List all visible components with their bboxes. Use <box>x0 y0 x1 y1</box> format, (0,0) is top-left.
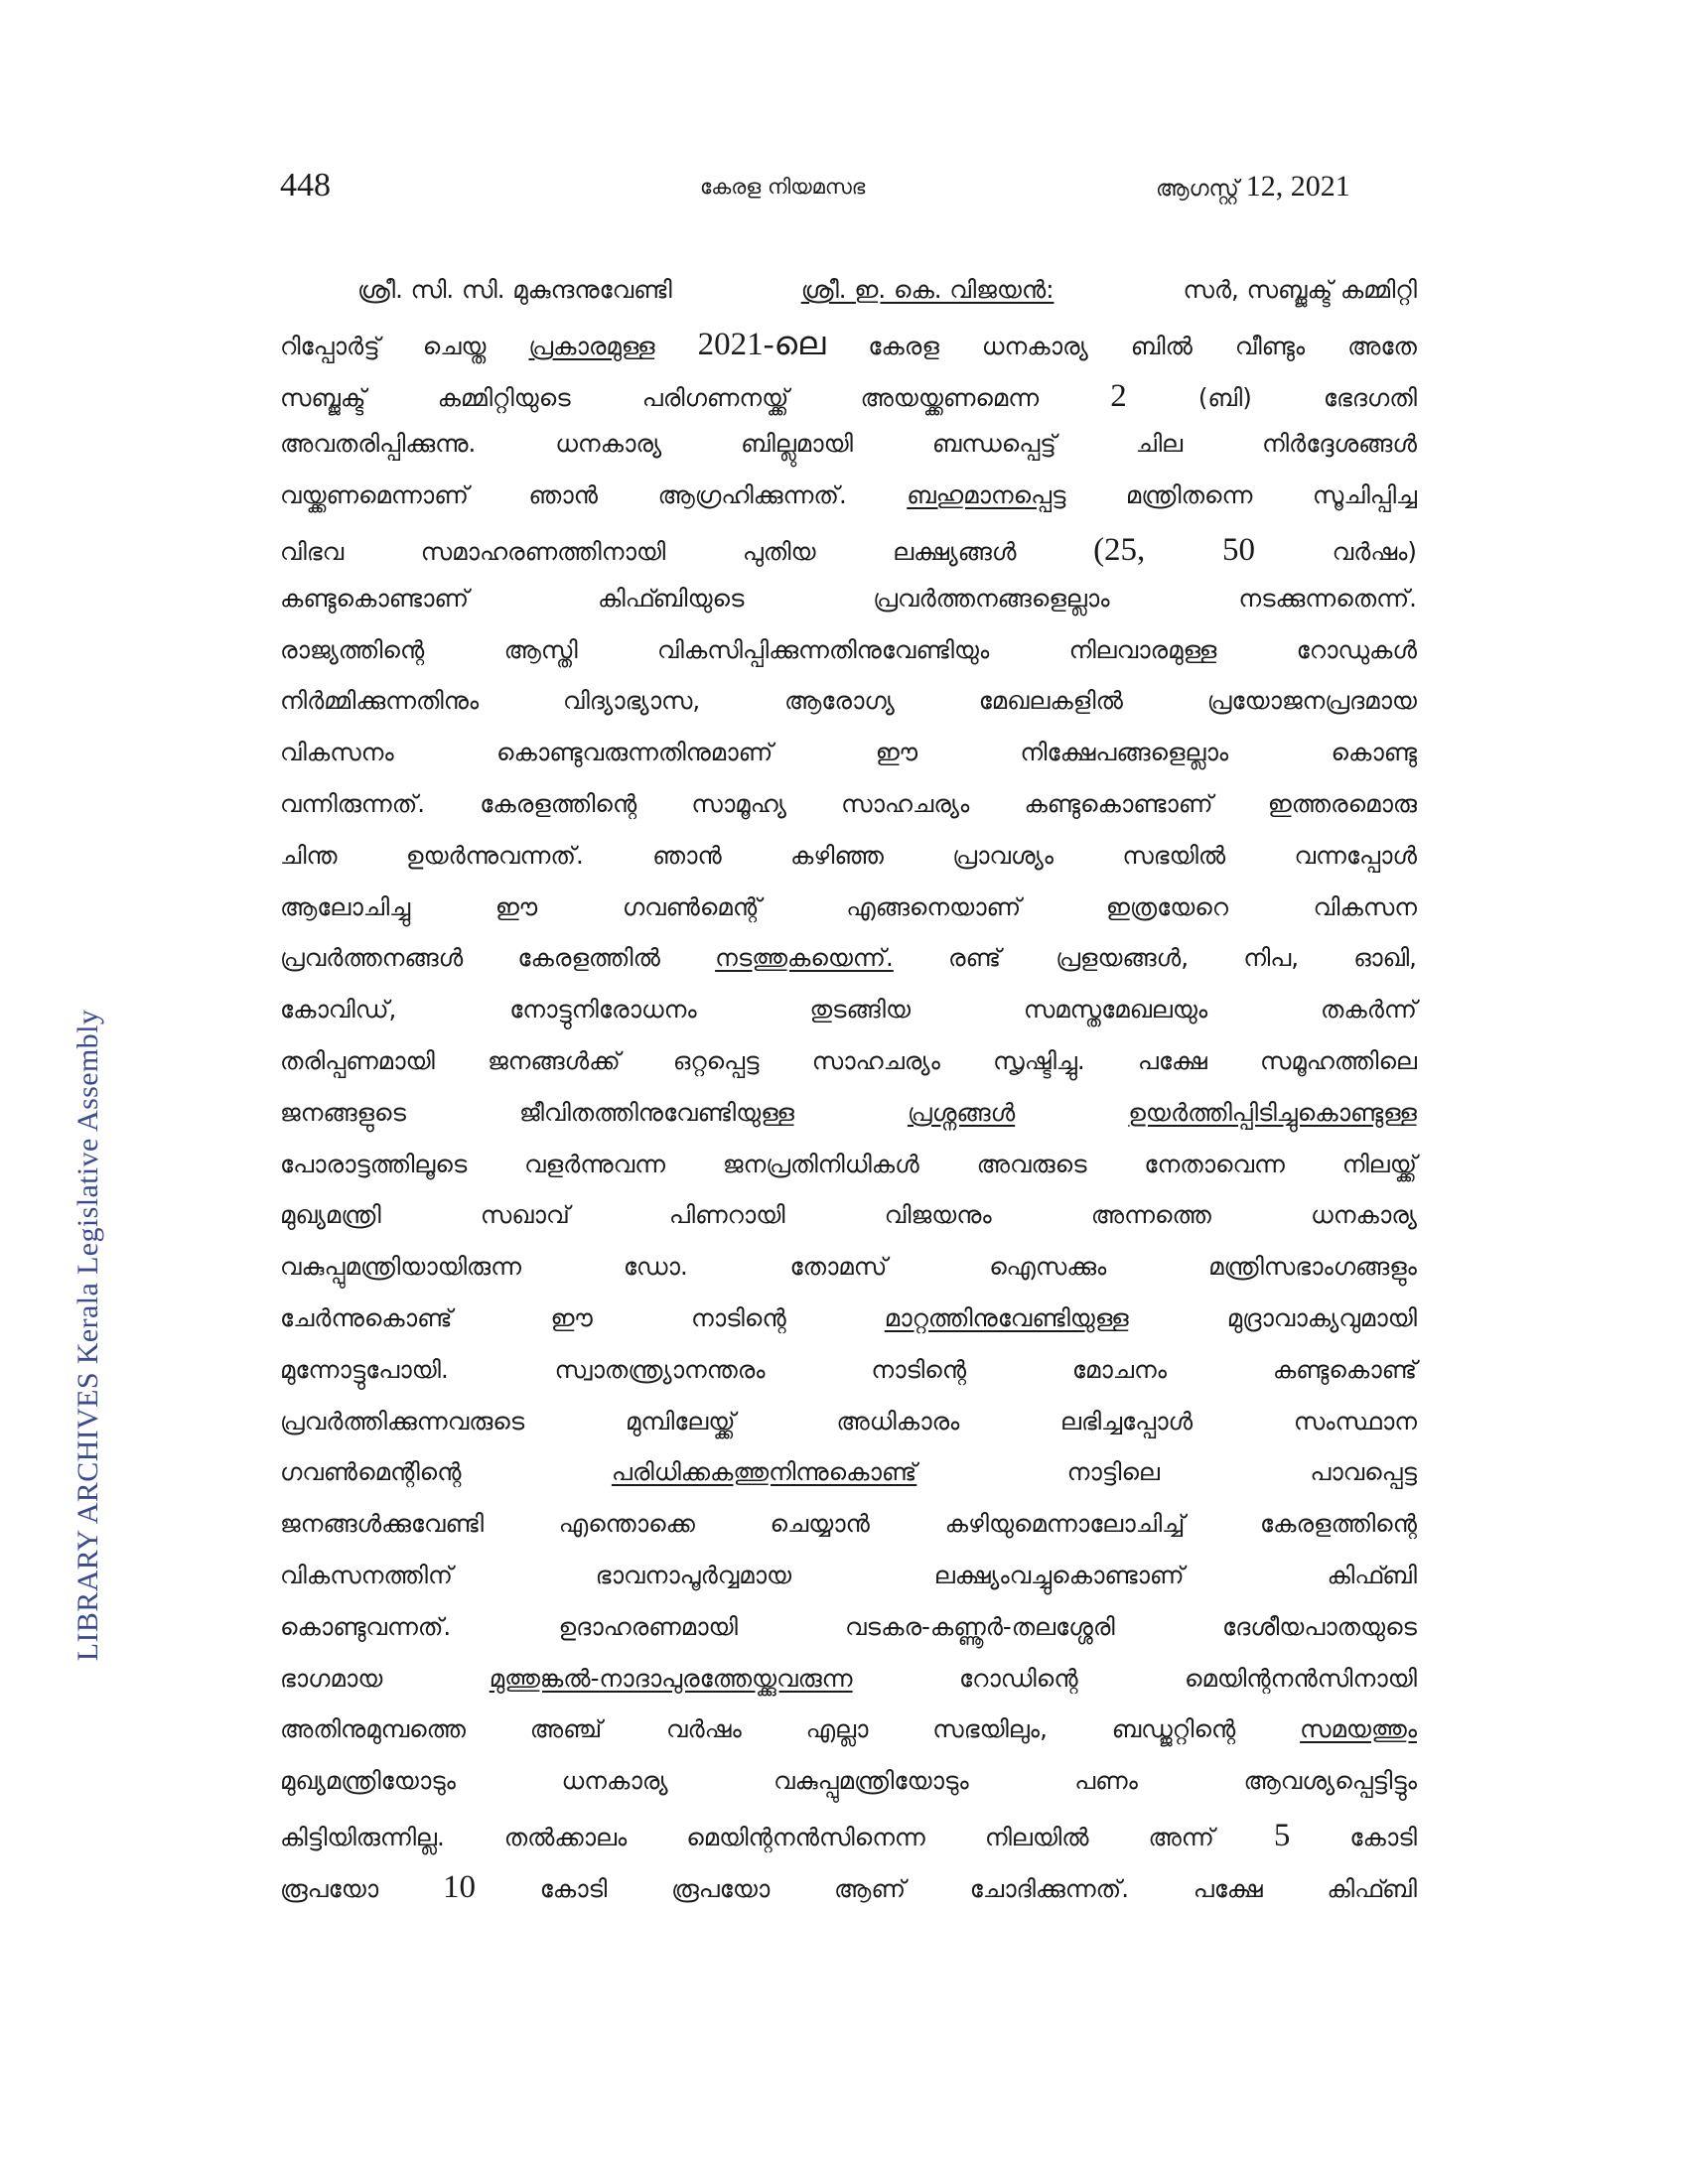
word: ജനങ്ങൾക്ക് <box>488 1045 621 1075</box>
word: വികസന <box>1313 891 1417 921</box>
word: സഭയിൽ <box>1122 840 1226 870</box>
word: ഭേദഗതി <box>1323 382 1417 412</box>
word: അവരുടെ <box>976 1149 1087 1178</box>
word: മന്ത്രിതന്നെ <box>1125 480 1253 510</box>
word: അതിനുമുമ്പത്തെ <box>280 1714 466 1744</box>
text-line <box>280 1561 1417 1612</box>
word: അവതരിപ്പിക്കുന്നു. <box>280 429 477 459</box>
word: 5 <box>1273 1817 1291 1853</box>
word: ഐസക്കും <box>989 1252 1107 1282</box>
text-line <box>280 892 1417 944</box>
text-line <box>280 1714 1417 1766</box>
word: മുദ്രാവാക്യവുമായി <box>1226 1302 1417 1332</box>
text-line <box>280 584 1417 635</box>
word: നിലയിൽ <box>984 1822 1089 1851</box>
word: വളർന്നുവന്ന <box>524 1149 666 1178</box>
date-month: ആഗസ്റ്റ് <box>1156 177 1239 202</box>
word: ആലോചിച്ചു <box>280 891 411 921</box>
word: കിഫ്ബിയുടെ <box>597 583 745 613</box>
word: സമാഹരണത്തിനായി <box>420 536 666 566</box>
word: പ്രവർത്തനങ്ങളെല്ലാം <box>873 583 1110 613</box>
word: സംസ്ഥാന <box>1293 1406 1417 1435</box>
word: സഖാവ് <box>480 1200 570 1230</box>
date-day-year: 12, 2021 <box>1245 170 1350 203</box>
word: തരിപ്പണമായി <box>280 1045 435 1075</box>
word: വന്നപ്പോൾ <box>1294 840 1417 870</box>
word: എന്തൊക്കെ <box>558 1509 695 1539</box>
word: നാട്ടിലെ <box>1066 1457 1160 1487</box>
word: ജീവിതത്തിനുവേണ്ടിയുള്ള <box>519 1097 794 1127</box>
word: പ്രവർത്തനങ്ങൾ <box>280 943 464 973</box>
word: അഞ്ച് <box>529 1714 603 1744</box>
text-line <box>280 841 1417 892</box>
word: നടക്കുന്നതെന്ന്. <box>1238 583 1417 613</box>
text-line <box>280 1664 1417 1715</box>
text-line <box>280 429 1417 480</box>
word: ധനകാര്യ <box>555 429 662 459</box>
word: സമയത്തും <box>1300 1714 1417 1744</box>
line-text: സർ, സബ്ജക്ട് കമ്മിറ്റി <box>1183 275 1417 304</box>
word: പ്രാവശ്യം <box>952 840 1055 870</box>
word: വീണ്ടും <box>1234 331 1306 360</box>
word: കേരളത്തിന്റെ <box>480 788 637 818</box>
word: വയ്ക്കണമെന്നാണ് <box>280 480 469 510</box>
word: സഭയിലും, <box>932 1714 1048 1744</box>
word: പക്ഷേ <box>1137 1045 1207 1075</box>
word: 2 <box>1110 377 1127 414</box>
word: പ്രവർത്തിക്കുന്നവരുടെ <box>280 1406 525 1435</box>
word: ഇത്രയേറെ <box>1105 891 1228 921</box>
word: നിർദ്ദേശങ്ങൾ <box>1261 429 1417 459</box>
word: നാടിന്റെ <box>871 1354 967 1384</box>
word: മെയിന്റനൻസിനായി <box>1185 1663 1417 1693</box>
text-line <box>280 738 1417 789</box>
word: ചേർന്നുകൊണ്ട് <box>280 1302 453 1332</box>
word: (ബി) <box>1197 382 1252 412</box>
word: നിക്ഷേപങ്ങളെല്ലാം <box>1020 738 1229 767</box>
word: 10 <box>442 1868 476 1905</box>
word: അന്നത്തെ <box>1090 1200 1211 1230</box>
text-line <box>280 1150 1417 1201</box>
text-line <box>280 1098 1417 1150</box>
word: പരിധിക്കകത്തുനിന്നുകൊണ്ട് <box>611 1457 917 1487</box>
word: ഈ <box>494 891 538 921</box>
word: പുതിയ <box>742 536 816 566</box>
word: ചിന്ത <box>280 840 338 870</box>
word: ബില്ലുമായി <box>741 429 853 459</box>
word: വകുപ്പുമന്ത്രിയായിരുന്ന <box>280 1252 522 1282</box>
word: ധനകാര്യ <box>561 1766 668 1796</box>
word: വിഭവ <box>280 536 345 566</box>
word: കേരള <box>868 331 939 360</box>
word: നേതാവെന്ന <box>1144 1149 1285 1178</box>
word: എങ്ങനെയാണ് <box>846 891 1022 921</box>
word: ഗവൺമെന്റിന്റെ <box>280 1457 462 1487</box>
word: ഈ <box>550 1302 593 1332</box>
text-line <box>280 378 1417 430</box>
word: കൊണ്ടുവരുന്നതിനുമാണ് <box>496 738 774 767</box>
word: തോമസ് <box>789 1252 888 1282</box>
word: വികസനത്തിന് <box>280 1560 453 1589</box>
word: ഒറ്റപ്പെട്ട <box>672 1045 760 1075</box>
word: മുഖ്യമന്ത്രി <box>280 1200 381 1230</box>
word: തുടങ്ങിയ <box>809 995 912 1024</box>
word: മുഖ്യമന്ത്രിയോടും <box>280 1766 456 1796</box>
text-line <box>280 1766 1417 1818</box>
word: കണ്ടുകൊണ്ട് <box>1272 1354 1417 1384</box>
word: പിണറായി <box>668 1200 785 1230</box>
word: വന്നിരുന്നത്. <box>280 788 426 818</box>
word: അയയ്ക്കണമെന്ന <box>860 382 1040 412</box>
archive-watermark: LIBRARY ARCHIVES Kerala Legislative Assembly <box>71 1009 104 1662</box>
word: സൂചിപ്പിച്ച <box>1312 480 1417 510</box>
text-line <box>280 1407 1417 1458</box>
word: കിഫ്ബി <box>1327 1873 1417 1903</box>
word: ഇത്തരമൊരു <box>1267 788 1417 818</box>
word: മാറ്റത്തിനുവേണ്ടിയുള്ള <box>884 1302 1129 1332</box>
word: ഉയർത്തിപ്പിടിച്ചുകൊണ്ടുള്ള <box>1128 1097 1417 1127</box>
word: റോഡുകൾ <box>1296 634 1417 664</box>
text-line <box>280 1457 1417 1509</box>
word: പ്രകാരമുള്ള <box>528 331 655 360</box>
word: നിലവാരമുള്ള <box>1068 634 1217 664</box>
text-line <box>280 1252 1417 1303</box>
text-line <box>280 532 1417 584</box>
word: വർഷം) <box>1332 536 1417 566</box>
word: ധനകാര്യ <box>981 331 1088 360</box>
word: മുന്നോട്ടുപോയി. <box>280 1354 449 1384</box>
text-line <box>280 480 1417 532</box>
word: വകുപ്പുമന്ത്രിയോടും <box>774 1766 969 1796</box>
text-line <box>280 686 1417 738</box>
speaker-intro: ശ്രീ. സി. സി. മുകുന്ദനുവേണ്ടി <box>357 275 672 304</box>
text-lines <box>280 327 1417 1921</box>
word: പ്രളയങ്ങൾ, <box>1055 943 1189 973</box>
word: ജനങ്ങളുടെ <box>280 1097 406 1127</box>
word: രാജ്യത്തിന്റെ <box>280 634 425 664</box>
word: ബിൽ <box>1130 331 1193 360</box>
word: ഞാൻ <box>528 480 598 510</box>
word: ചെയ്ത <box>422 331 487 360</box>
word: (25, <box>1093 531 1146 568</box>
text-line <box>280 1818 1417 1869</box>
word: പരിഗണനയ്ക്ക് <box>641 382 789 412</box>
text-line <box>280 1200 1417 1252</box>
word: തൽക്കാലം <box>503 1822 628 1851</box>
word: ഭാഗമായ <box>280 1663 383 1693</box>
word: രണ്ട് <box>948 943 1001 973</box>
text-line <box>280 635 1417 687</box>
text-line <box>280 1509 1417 1561</box>
word: ഉയർന്നുവന്നത്. <box>405 840 584 870</box>
text-line <box>280 995 1417 1046</box>
word: കോവിഡ്, <box>280 995 397 1024</box>
text-line <box>280 1046 1417 1098</box>
word: വികസിപ്പിക്കുന്നതിനുവേണ്ടിയും <box>657 634 990 664</box>
word: കൊണ്ടുവന്നത്. <box>280 1611 452 1641</box>
text-line <box>280 1355 1417 1407</box>
speaker-name: ശ്രീ. ഇ. കെ. വിജയൻ: <box>800 275 1055 304</box>
word: മെയിന്റനൻസിനെന്ന <box>686 1822 925 1851</box>
word: ലഭിച്ചപ്പോൾ <box>1060 1406 1194 1435</box>
word: സൃഷ്ടിച്ചു. <box>993 1045 1085 1075</box>
word: പ്രയോജനപ്രദമായ <box>1206 686 1417 716</box>
word: ചില <box>1135 429 1184 459</box>
word: കേരളത്തിന്റെ <box>1259 1509 1417 1539</box>
word: പ്രശ്നങ്ങൾ <box>908 1097 1016 1127</box>
word: കിട്ടിയിരുന്നില്ല. <box>280 1822 445 1851</box>
word: മോചനം <box>1071 1354 1167 1384</box>
word: ജനപ്രതിനിധികൾ <box>722 1149 919 1178</box>
word: രൂപയോ <box>280 1873 379 1903</box>
word: നിപ, <box>1243 943 1300 973</box>
word: നോട്ടുനിരോധനം <box>509 995 697 1024</box>
word: വർഷം <box>665 1714 742 1744</box>
word: സമസ്തമേഖലയും <box>1023 995 1208 1024</box>
word: ഡോ. <box>623 1252 688 1282</box>
speech-body <box>280 275 1417 1921</box>
word: സാമൂഹ്യ <box>691 788 786 818</box>
word: പാവപ്പെട്ട <box>1310 1457 1417 1487</box>
word: മുമ്പിലേയ്ക്ക് <box>625 1406 736 1435</box>
word: മന്ത്രിസഭാംഗങ്ങളും <box>1208 1252 1417 1282</box>
word: റോഡിന്റെ <box>959 1663 1078 1693</box>
word: സാഹചര്യം <box>811 1045 940 1075</box>
word: ഗവൺമെന്റ് <box>622 891 762 921</box>
word: വിജയനും <box>884 1200 992 1230</box>
word: ധനകാര്യ <box>1310 1200 1417 1230</box>
word: ആരോഗ്യ <box>784 686 895 716</box>
text-line-speaker <box>280 275 1417 327</box>
word: റിപ്പോർട്ട് <box>280 331 380 360</box>
word: സബ്ജക്ട് <box>280 382 366 412</box>
word: അതേ <box>1347 331 1417 360</box>
word: കോടി <box>1349 1822 1417 1851</box>
word: ആഗ്രഹിക്കുന്നത്. <box>657 480 847 510</box>
word: കൊണ്ടു <box>1331 738 1417 767</box>
word: ലക്ഷ്യങ്ങൾ <box>893 536 1017 566</box>
word: നാടിന്റെ <box>690 1302 786 1332</box>
word: വടകര-കണ്ണൂർ-തലശ്ശേരി <box>845 1611 1115 1641</box>
word: ആണ് <box>834 1873 907 1903</box>
word: കിഫ്ബി <box>1327 1560 1417 1589</box>
word: ദേശീയപാതയുടെ <box>1221 1611 1417 1641</box>
word: അധികാരം <box>836 1406 960 1435</box>
word: ആസ്തി <box>503 634 578 664</box>
word: മേഖലകളിൽ <box>978 686 1123 716</box>
word: ഓഖി, <box>1353 943 1417 973</box>
word: ജനങ്ങൾക്കുവേണ്ടി <box>280 1509 485 1539</box>
page-number: 448 <box>280 167 331 204</box>
word: സമൂഹത്തിലെ <box>1259 1045 1417 1075</box>
word: ലക്ഷ്യംവച്ചുകൊണ്ടാണ് <box>933 1560 1185 1589</box>
word: കണ്ടുകൊണ്ടാണ് <box>280 583 470 613</box>
word: ബഹുമാനപ്പെട്ട <box>907 480 1066 510</box>
word: ഉദാഹരണമായി <box>558 1611 738 1641</box>
word: കണ്ടുകൊണ്ടാണ് <box>1024 788 1213 818</box>
text-line <box>280 1612 1417 1664</box>
word: നടത്തുകയെന്ന്. <box>715 943 894 973</box>
text-line <box>280 943 1417 995</box>
word: 50 <box>1221 531 1255 568</box>
word: അന്ന് <box>1148 1822 1214 1851</box>
word: കോടി <box>539 1873 608 1903</box>
word: ഭാവനാപൂർവ്വമായ <box>595 1560 792 1589</box>
word: രൂപയോ <box>671 1873 771 1903</box>
word: പണം <box>1074 1766 1138 1796</box>
word: വികസനം <box>280 738 394 767</box>
word: എല്ലാ <box>805 1714 869 1744</box>
word: സ്വാതന്ത്ര്യാനന്തരം <box>554 1354 766 1384</box>
running-title: കേരള നിയമസഭ <box>700 175 866 199</box>
word: വിദ്യാഭ്യാസ, <box>562 686 701 716</box>
word: നിർമ്മിക്കുന്നതിനും <box>280 686 480 716</box>
text-line <box>280 1869 1417 1921</box>
word: ചോദിക്കുന്നത്. <box>969 1873 1130 1903</box>
word: ഈ <box>875 738 918 767</box>
word: ഞാൻ <box>652 840 722 870</box>
word: ആവശ്യപ്പെട്ടിട്ടും <box>1243 1766 1417 1796</box>
word: മുത്തുങ്കൽ-നാദാപുരത്തേയ്ക്കുവരുന്ന <box>489 1663 853 1693</box>
text-line <box>280 1303 1417 1355</box>
page-date <box>1156 170 1350 204</box>
word: 2021-ലെ <box>697 326 826 362</box>
word: കമ്മിറ്റിയുടെ <box>437 382 571 412</box>
word: ബന്ധപ്പെട്ട് <box>931 429 1056 459</box>
text-line <box>280 789 1417 841</box>
word: കേരളത്തിൽ <box>517 943 660 973</box>
word: നിലയ്ക്ക് <box>1341 1149 1417 1178</box>
word: ചെയ്യാൻ <box>770 1509 870 1539</box>
word: കഴിയുമെന്നാലോചിച്ച് <box>944 1509 1186 1539</box>
word: കഴിഞ്ഞ <box>790 840 884 870</box>
word: പോരാട്ടത്തിലൂടെ <box>280 1149 468 1178</box>
text-line <box>280 327 1417 378</box>
word: തകർന്ന് <box>1321 995 1417 1024</box>
word: പക്ഷേ <box>1193 1873 1263 1903</box>
word: ബഡ്ജറ്റിന്റെ <box>1111 1714 1236 1744</box>
word: സാഹചര്യം <box>841 788 970 818</box>
